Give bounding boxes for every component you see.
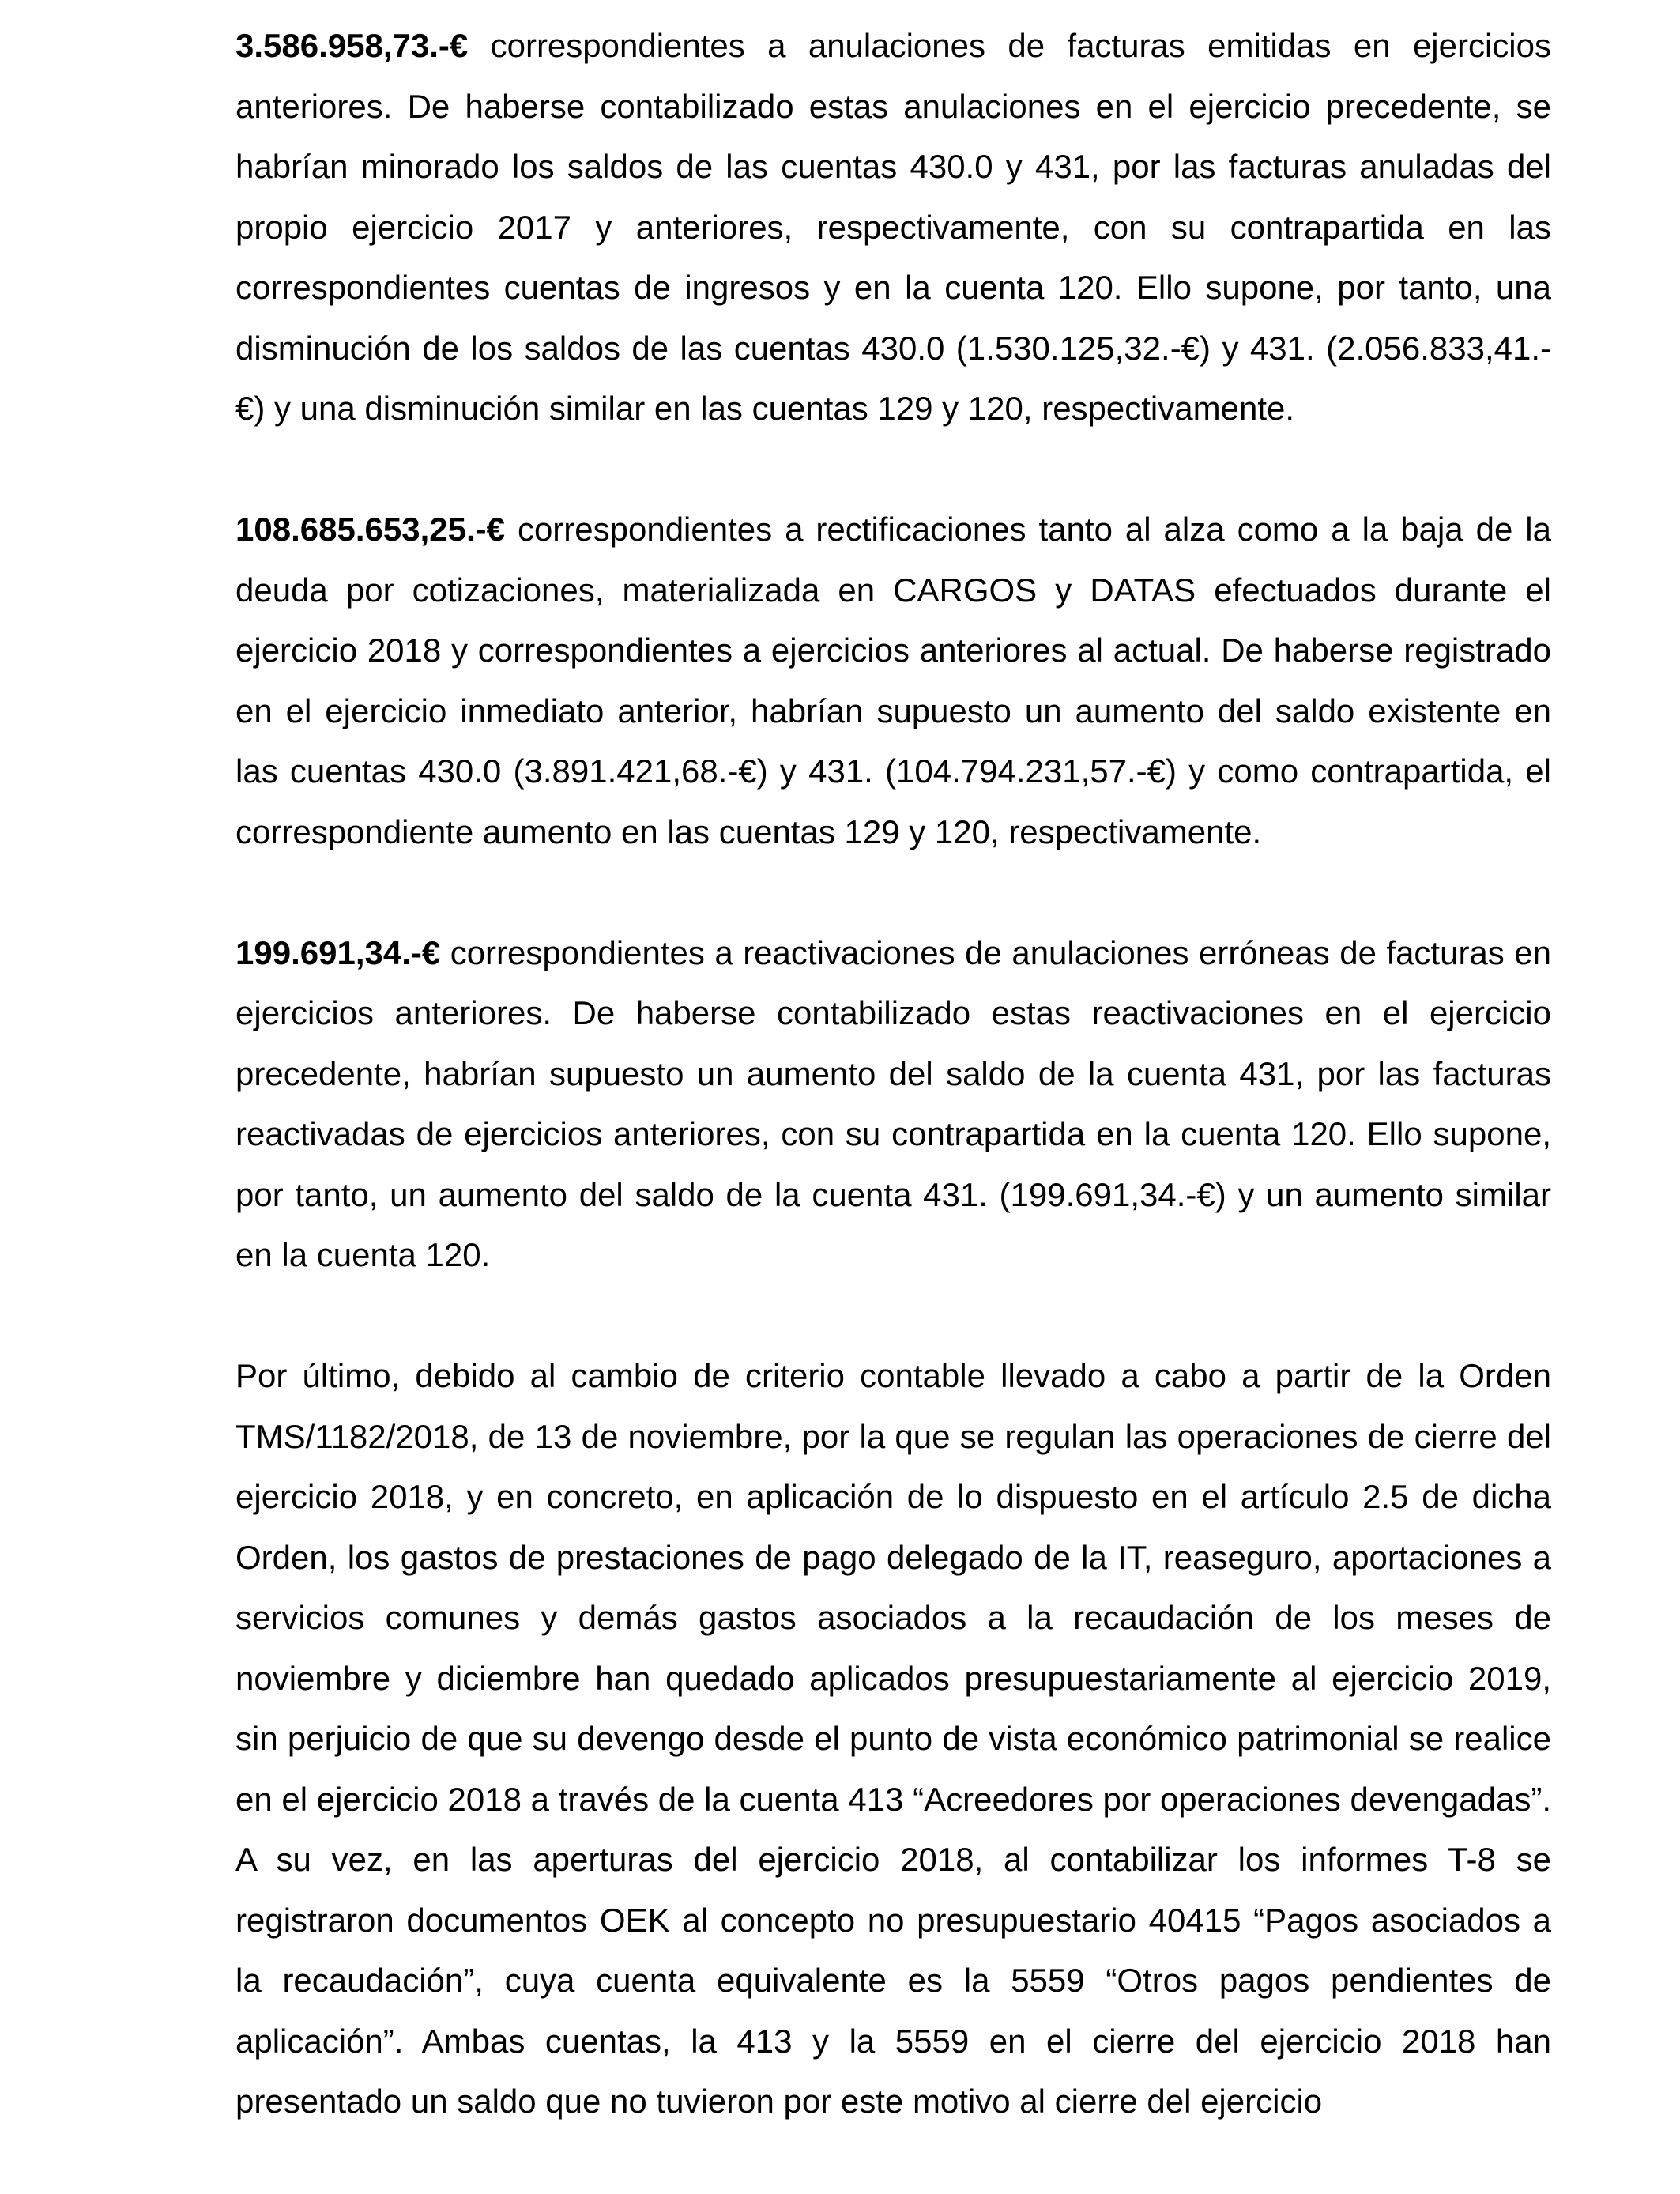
amount-anulaciones: 3.586.958,73.-€ bbox=[235, 27, 469, 64]
paragraph-text-rectificaciones: correspondientes a rectificaciones tanto al alza como a la baja de la deuda por cotizaciones, materializada en CARGOS y DATAS efectuados durante el ejercicio 2018 y correspondientes a ejercicios anteriores al actual. De haberse registrado en el ejercicio inmediato anterior, habrían supuesto un aumento del saldo existente en las cuentas 430.0 (3.891.421,68.-€) y 431. (104.794.231,57.-€) y como contrapartida, el correspondiente aumento en las cuentas 129 y 120, respectivamente. bbox=[235, 511, 1551, 850]
paragraph-text-anulaciones: correspondientes a anulaciones de facturas emitidas en ejercicios anteriores. De haberse contabilizado estas anulaciones en el ejercicio precedente, se habrían minorado los saldos de las cuentas 430.0 y 431, por las facturas anuladas del propio ejercicio 2017 y anteriores, respectivamente, con su contrapartida en las correspondientes cuentas de ingresos y en la cuenta 120. Ello supone, por tanto, una disminución de los saldos de las cuentas 430.0 (1.530.125,32.-€) y 431. (2.056.833,41.-€) y una disminución similar en las cuentas 129 y 120, respectivamente. bbox=[235, 27, 1551, 427]
amount-reactivaciones: 199.691,34.-€ bbox=[235, 933, 441, 971]
paragraph-anulaciones bbox=[235, 16, 1551, 439]
paragraph-rectificaciones bbox=[235, 499, 1551, 862]
paragraph-reactivaciones bbox=[235, 923, 1551, 1286]
document-body bbox=[235, 16, 1551, 2192]
paragraph-text-reactivaciones: correspondientes a reactivaciones de anulaciones erróneas de facturas en ejercicios anteriores. De haberse contabilizado estas reactivaciones en el ejercicio precedente, habrían supuesto un aumento del saldo de la cuenta 431, por las facturas reactivadas de ejercicios anteriores, con su contrapartida en la cuenta 120. Ello supone, por tanto, un aumento del saldo de la cuenta 431. (199.691,34.-€) y un aumento similar en la cuenta 120. bbox=[235, 933, 1551, 1273]
amount-rectificaciones: 108.685.653,25.-€ bbox=[235, 511, 505, 548]
paragraph-cambio-criterio: Por último, debido al cambio de criterio contable llevado a cabo a partir de la Orden TMS/1182/2018, de 13 de noviembre, por la que se regulan las operaciones de cierre del ejercicio 2018, y en concreto, en aplicación de lo dispuesto en el artículo 2.5 de dicha Orden, los gastos de prestaciones de pago delegado de la IT, reaseguro, aportaciones a servicios comunes y demás gastos asociados a la recaudación de los meses de noviembre y diciembre han quedado aplicados presupuestariamente al ejercicio 2019, sin perjuicio de que su devengo desde el punto de vista económico patrimonial se realice en el ejercicio 2018 a través de la cuenta 413 “Acreedores por operaciones devengadas”. A su vez, en las aperturas del ejercicio 2018, al contabilizar los informes T-8 se registraron documentos OEK al concepto no presupuestario 40415 “Pagos asociados a la recaudación”, cuya cuenta equivalente es la 5559 “Otros pagos pendientes de aplicación”. Ambas cuentas, la 413 y la 5559 en el cierre del ejercicio 2018 han presentado un saldo que no tuvieron por este motivo al cierre del ejercicio bbox=[235, 1357, 1551, 2120]
